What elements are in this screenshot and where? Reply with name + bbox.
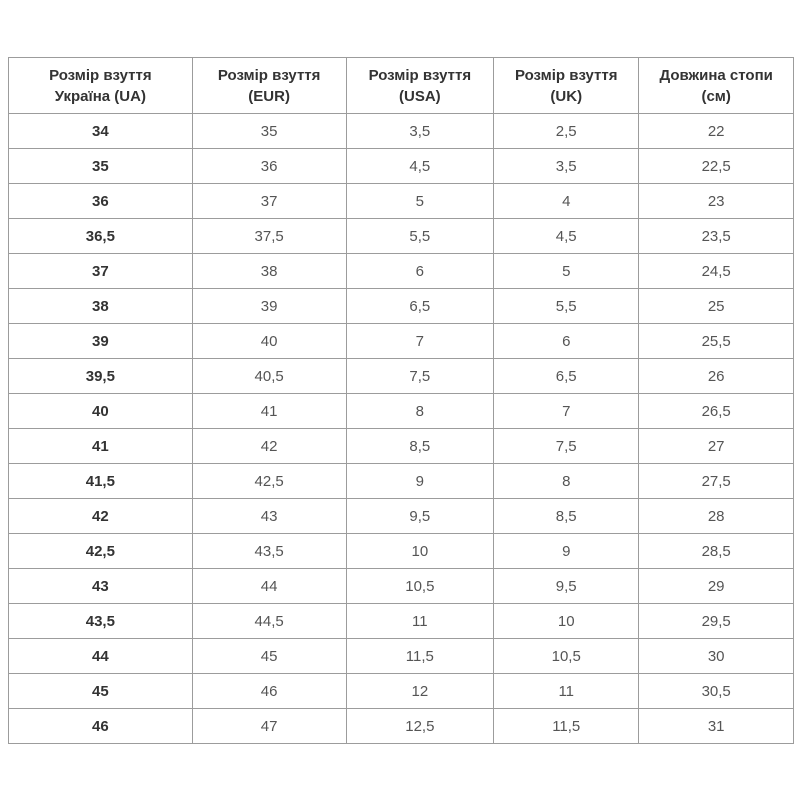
header-cell-3-line1: Розмір взуття xyxy=(514,66,618,84)
table-cell: 46 xyxy=(192,674,346,709)
table-cell: 10,5 xyxy=(346,569,494,604)
table-cell: 35 xyxy=(9,149,193,184)
table-cell: 39 xyxy=(9,324,193,359)
table-cell: 43 xyxy=(192,499,346,534)
table-cell: 38 xyxy=(9,289,193,324)
table-cell: 37 xyxy=(192,184,346,219)
table-cell: 42,5 xyxy=(9,534,193,569)
table-cell: 5,5 xyxy=(346,219,494,254)
header-cell-0-line2: Україна (UA) xyxy=(54,87,146,105)
table-cell: 42 xyxy=(9,499,193,534)
table-cell: 5 xyxy=(346,184,494,219)
header-cell-0 xyxy=(9,58,193,114)
table-cell: 41,5 xyxy=(9,464,193,499)
table-row xyxy=(9,149,794,184)
table-cell: 30,5 xyxy=(639,674,794,709)
table-cell: 45 xyxy=(9,674,193,709)
table-row xyxy=(9,709,794,744)
table-cell: 6 xyxy=(346,254,494,289)
table-cell: 40,5 xyxy=(192,359,346,394)
table-cell: 6,5 xyxy=(346,289,494,324)
table-cell: 37,5 xyxy=(192,219,346,254)
table-cell: 11 xyxy=(346,604,494,639)
table-cell: 43 xyxy=(9,569,193,604)
table-row xyxy=(9,184,794,219)
table-cell: 29 xyxy=(639,569,794,604)
table-cell: 10 xyxy=(494,604,639,639)
table-cell: 42,5 xyxy=(192,464,346,499)
table-row xyxy=(9,359,794,394)
table-cell: 36,5 xyxy=(9,219,193,254)
table-header xyxy=(9,58,794,114)
table-cell: 7,5 xyxy=(346,359,494,394)
table-cell: 12 xyxy=(346,674,494,709)
table-cell: 9 xyxy=(494,534,639,569)
table-cell: 8,5 xyxy=(346,429,494,464)
header-cell-2-line2: (USA) xyxy=(399,87,441,105)
header-row xyxy=(9,58,794,114)
table-cell: 25 xyxy=(639,289,794,324)
table-cell: 31 xyxy=(639,709,794,744)
table-row xyxy=(9,114,794,149)
table-cell: 34 xyxy=(9,114,193,149)
table-cell: 9,5 xyxy=(346,499,494,534)
table-row xyxy=(9,604,794,639)
table-row xyxy=(9,254,794,289)
table-cell: 4,5 xyxy=(494,219,639,254)
table-cell: 36 xyxy=(9,184,193,219)
table-cell: 23 xyxy=(639,184,794,219)
table-cell: 9 xyxy=(346,464,494,499)
table-row xyxy=(9,639,794,674)
table-cell: 38 xyxy=(192,254,346,289)
table-cell: 46 xyxy=(9,709,193,744)
table-cell: 5 xyxy=(494,254,639,289)
table-cell: 22,5 xyxy=(639,149,794,184)
size-chart-container xyxy=(8,57,794,744)
table-cell: 23,5 xyxy=(639,219,794,254)
header-cell-2 xyxy=(346,58,494,114)
table-cell: 22 xyxy=(639,114,794,149)
table-cell: 24,5 xyxy=(639,254,794,289)
table-cell: 26 xyxy=(639,359,794,394)
header-cell-4-line2: (см) xyxy=(701,87,731,105)
table-cell: 41 xyxy=(192,394,346,429)
table-cell: 12,5 xyxy=(346,709,494,744)
header-cell-1 xyxy=(192,58,346,114)
table-cell: 40 xyxy=(192,324,346,359)
table-row xyxy=(9,569,794,604)
table-cell: 6 xyxy=(494,324,639,359)
table-cell: 44,5 xyxy=(192,604,346,639)
table-cell: 30 xyxy=(639,639,794,674)
table-cell: 11 xyxy=(494,674,639,709)
table-row xyxy=(9,534,794,569)
table-cell: 4,5 xyxy=(346,149,494,184)
header-cell-1-line1: Розмір взуття xyxy=(217,66,321,84)
table-cell: 28,5 xyxy=(639,534,794,569)
table-body xyxy=(9,114,794,744)
table-row xyxy=(9,464,794,499)
table-cell: 3,5 xyxy=(494,149,639,184)
table-cell: 7,5 xyxy=(494,429,639,464)
table-cell: 27,5 xyxy=(639,464,794,499)
table-cell: 7 xyxy=(346,324,494,359)
table-cell: 10,5 xyxy=(494,639,639,674)
header-cell-3 xyxy=(494,58,639,114)
table-cell: 44 xyxy=(192,569,346,604)
table-cell: 9,5 xyxy=(494,569,639,604)
table-cell: 11,5 xyxy=(346,639,494,674)
table-cell: 5,5 xyxy=(494,289,639,324)
table-cell: 29,5 xyxy=(639,604,794,639)
table-cell: 10 xyxy=(346,534,494,569)
header-cell-4-line1: Довжина стопи xyxy=(659,66,773,84)
table-cell: 27 xyxy=(639,429,794,464)
table-cell: 36 xyxy=(192,149,346,184)
table-cell: 8 xyxy=(346,394,494,429)
table-cell: 2,5 xyxy=(494,114,639,149)
table-cell: 26,5 xyxy=(639,394,794,429)
table-cell: 42 xyxy=(192,429,346,464)
table-cell: 35 xyxy=(192,114,346,149)
table-cell: 40 xyxy=(9,394,193,429)
table-cell: 11,5 xyxy=(494,709,639,744)
table-cell: 4 xyxy=(494,184,639,219)
table-cell: 44 xyxy=(9,639,193,674)
header-cell-4 xyxy=(639,58,794,114)
table-cell: 8 xyxy=(494,464,639,499)
shoe-size-conversion-table xyxy=(8,57,794,744)
header-cell-0-line1: Розмір взуття xyxy=(49,66,152,84)
header-cell-1-line2: (EUR) xyxy=(248,87,290,105)
table-cell: 43,5 xyxy=(192,534,346,569)
table-cell: 3,5 xyxy=(346,114,494,149)
table-cell: 25,5 xyxy=(639,324,794,359)
table-cell: 39,5 xyxy=(9,359,193,394)
table-row xyxy=(9,429,794,464)
table-cell: 41 xyxy=(9,429,193,464)
table-cell: 28 xyxy=(639,499,794,534)
table-row xyxy=(9,394,794,429)
table-cell: 7 xyxy=(494,394,639,429)
table-row xyxy=(9,219,794,254)
table-cell: 45 xyxy=(192,639,346,674)
table-row xyxy=(9,499,794,534)
table-cell: 37 xyxy=(9,254,193,289)
header-cell-3-line2: (UK) xyxy=(550,87,583,105)
table-row xyxy=(9,324,794,359)
table-row xyxy=(9,674,794,709)
table-cell: 47 xyxy=(192,709,346,744)
table-cell: 8,5 xyxy=(494,499,639,534)
table-cell: 39 xyxy=(192,289,346,324)
header-cell-2-line1: Розмір взуття xyxy=(368,66,472,84)
table-cell: 6,5 xyxy=(494,359,639,394)
table-row xyxy=(9,289,794,324)
table-cell: 43,5 xyxy=(9,604,193,639)
